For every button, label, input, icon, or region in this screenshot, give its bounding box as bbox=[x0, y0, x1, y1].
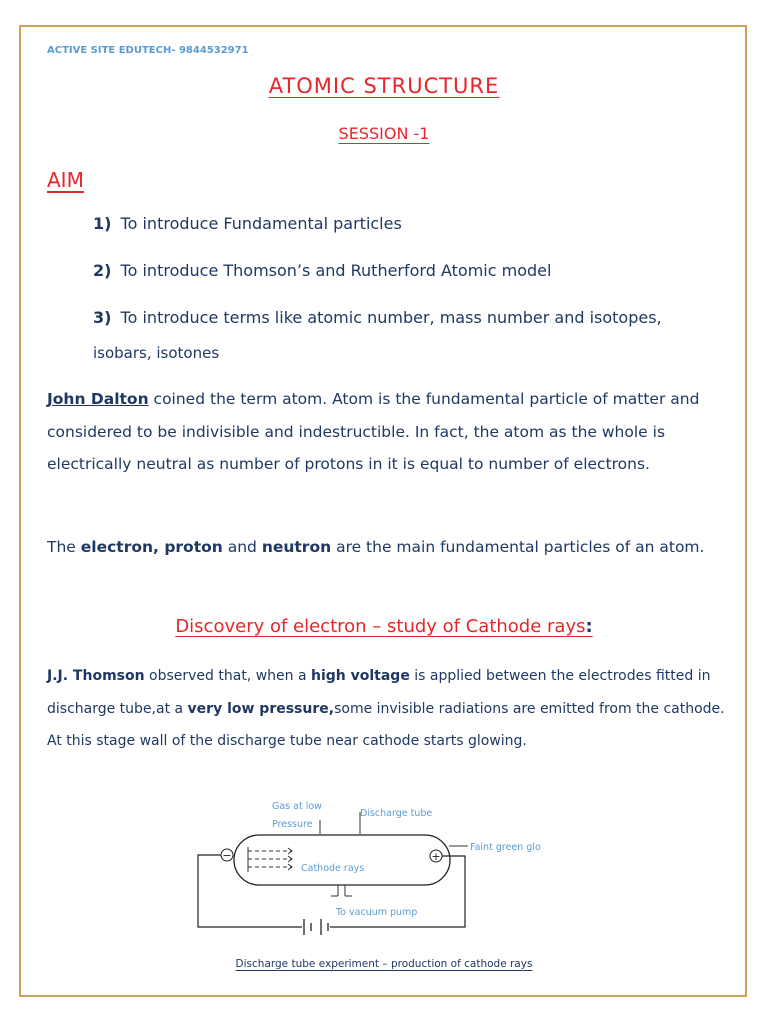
bold-run: very low pressure, bbox=[187, 700, 335, 717]
aim-item-1 bbox=[93, 214, 402, 233]
vacuum-pump-outlet bbox=[331, 885, 352, 896]
aim-heading: AIM bbox=[47, 168, 84, 192]
bold-run: electron, proton bbox=[80, 538, 223, 556]
gas-label-line-1: Gas at low bbox=[272, 801, 322, 812]
aim-item-text: To introduce Fundamental particles bbox=[120, 214, 402, 233]
discharge-tube-diagram bbox=[190, 796, 590, 946]
text-run: are the main fundamental particles of an atom. bbox=[331, 538, 705, 556]
gas-label-line-2: Pressure bbox=[272, 819, 313, 830]
paragraph-fundamental-particles bbox=[47, 531, 727, 564]
section-heading-text: Discovery of electron – study of Cathode rays bbox=[175, 616, 586, 637]
aim-item-3 bbox=[93, 308, 662, 327]
bold-run: J.J. Thomson bbox=[47, 668, 145, 684]
paragraph-thomson bbox=[47, 660, 737, 758]
section-heading-colon: : bbox=[585, 616, 593, 637]
aim-item-text: To introduce terms like atomic number, mass number and isotopes, bbox=[120, 308, 662, 327]
tube-label: Discharge tube bbox=[360, 808, 433, 819]
rays-label: Cathode rays bbox=[301, 863, 365, 874]
diagram-caption: Discharge tube experiment – production of cathode rays bbox=[235, 958, 533, 970]
discharge-tube bbox=[234, 835, 450, 885]
glow-label: Faint green glo bbox=[470, 842, 541, 853]
plus-icon: + bbox=[431, 850, 441, 863]
page-title: ATOMIC STRUCTURE bbox=[268, 74, 500, 98]
cathode-rays bbox=[248, 851, 292, 867]
section-heading bbox=[0, 616, 768, 637]
text-run: observed that, when a bbox=[144, 668, 311, 684]
text-run: The bbox=[47, 538, 81, 556]
text-run: and bbox=[222, 538, 262, 556]
text-run: some invisible radiations are emitted from the cathode. At this stage wall of the discharge tube near cathode starts glowing. bbox=[47, 700, 725, 749]
minus-icon: − bbox=[222, 849, 232, 862]
bold-run: high voltage bbox=[311, 668, 410, 684]
pump-label: To vacuum pump bbox=[336, 907, 418, 918]
text-run: is applied between the electrodes fitted in discharge tube,at a bbox=[47, 668, 711, 717]
john-dalton-name: John Dalton bbox=[47, 390, 149, 408]
battery-icon bbox=[304, 919, 328, 935]
aim-item-3-continuation: isobars, isotones bbox=[93, 344, 220, 362]
aim-item-number: 1) bbox=[93, 214, 112, 233]
aim-item-2 bbox=[93, 261, 551, 280]
paragraph-dalton bbox=[47, 383, 727, 481]
aim-item-text: To introduce Thomson’s and Rutherford Atomic model bbox=[120, 261, 552, 280]
dalton-text: coined the term atom. Atom is the fundamental particle of matter and considered to be indivisible and indestructible. In fact, the atom as the whole is electrically neutral as number of protons in it is equal to number of electrons. bbox=[47, 390, 700, 473]
header-text: ACTIVE SITE EDUTECH- 9844532971 bbox=[47, 45, 249, 56]
aim-item-number: 2) bbox=[93, 261, 112, 280]
aim-item-number: 3) bbox=[93, 308, 112, 327]
bold-run: neutron bbox=[261, 538, 332, 556]
session-title: SESSION -1 bbox=[338, 124, 430, 143]
